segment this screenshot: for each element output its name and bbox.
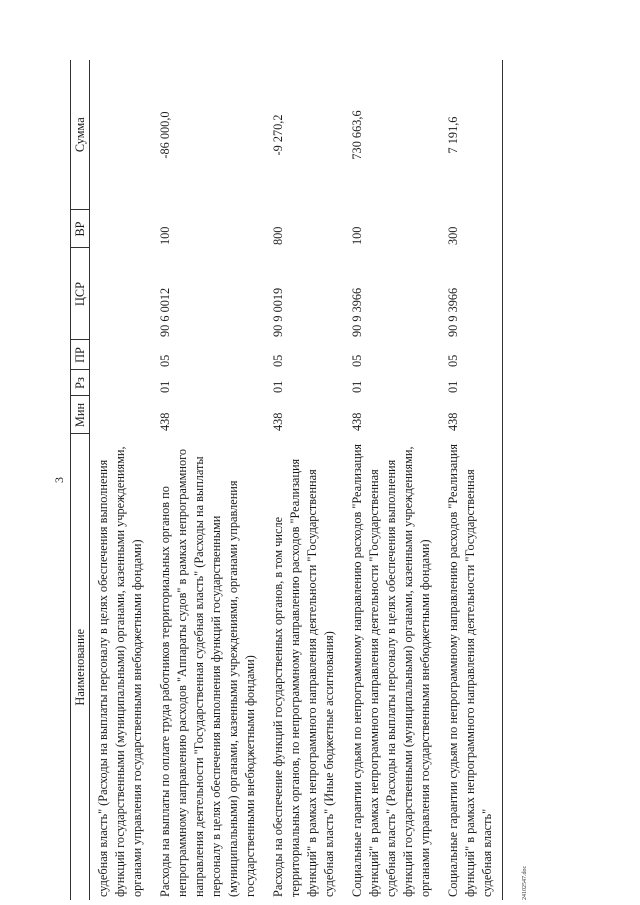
row-name: Расходы на выплаты по оплате труда работников территориальных органов по непрограммному направлению расходов "Аппараты судов" в рамках непрограммного направления деятельности "Государственная судебная власть" (Расходы на выплаты персоналу в целях обеспечения выполнения функций государственными (муниципальными) органами, казенными учреждениями, органами управления государственными внебюджетными фондами) xyxy=(158,449,257,897)
table-header-row xyxy=(71,60,90,900)
row-pr: 05 xyxy=(440,340,503,370)
header-pr: ПР xyxy=(71,340,90,370)
row-rz: 01 xyxy=(158,380,172,393)
budget-table xyxy=(70,60,503,900)
rotated-document-page xyxy=(52,60,550,900)
row-sum: 7 191,6 xyxy=(440,60,503,210)
row-rz xyxy=(90,370,153,396)
row-min xyxy=(90,396,153,434)
row-sum: 730 663,6 xyxy=(350,110,364,160)
row-name: Социальные гарантии судьям по непрограммному направлению расходов "Реализация функций" в рамках непрограммного направления деятельности "Государственная судебная власть" xyxy=(440,434,503,900)
document-footer-code: 24102547.doc xyxy=(522,865,528,900)
row-pr: 05 xyxy=(158,354,172,367)
header-csr: ЦСР xyxy=(71,248,90,340)
table-row xyxy=(152,60,265,900)
row-vr: 100 xyxy=(158,226,172,245)
row-min: 438 xyxy=(440,396,503,434)
row-vr xyxy=(90,210,153,248)
row-sum: -9 270,2 xyxy=(271,114,285,156)
row-name: Социальные гарантии судьям по непрограммному направлению расходов "Реализация функций" в рамках непрограммного направления деятельности "Государственная судебная власть" (Расходы на выплаты персоналу в целях обеспечения выполнения функций государственными (муниципальными) органами, казенными учреждениями, органами управления государственными внебюджетными фондами) xyxy=(350,443,432,897)
row-min: 438 xyxy=(158,412,172,431)
row-name: судебная власть" (Расходы на выплаты персоналу в целях обеспечения выполнения функций государственными (муниципальными) органами, казенными учреждениями, органами управления государственными внебюджетными фондами) xyxy=(96,446,144,897)
row-min: 438 xyxy=(350,412,364,431)
row-rz: 01 xyxy=(440,370,503,396)
row-vr: 800 xyxy=(271,226,285,245)
row-csr: 90 6 0012 xyxy=(158,287,172,337)
header-name: Наименование xyxy=(71,434,90,900)
row-rz: 01 xyxy=(271,380,285,393)
row-csr xyxy=(90,248,153,340)
page-number: 3 xyxy=(52,477,66,483)
header-rz: Рз xyxy=(71,370,90,396)
row-vr: 100 xyxy=(350,226,364,245)
row-rz: 01 xyxy=(350,380,364,393)
table-row xyxy=(440,60,503,900)
row-name: Расходы на обеспечение функций государственных органов, в том числе территориальных органов, по непрограммному направлению расходов "Реализация функций" в рамках непрограммного направления деятельности "Государственная судебная власть" (Иные бюджетные ассигнования) xyxy=(271,458,336,897)
row-pr xyxy=(90,340,153,370)
row-csr: 90 9 0019 xyxy=(271,287,285,337)
table-row xyxy=(90,60,153,900)
row-vr: 300 xyxy=(440,210,503,248)
row-csr: 90 9 3966 xyxy=(350,287,364,337)
row-sum: -86 000,0 xyxy=(158,111,172,159)
header-sum: Сумма xyxy=(71,60,90,210)
header-vr: ВР xyxy=(71,210,90,248)
table-row xyxy=(344,60,440,900)
row-csr: 90 9 3966 xyxy=(440,248,503,340)
row-min: 438 xyxy=(271,412,285,431)
row-pr: 05 xyxy=(271,354,285,367)
header-min: Мин xyxy=(71,396,90,434)
row-sum xyxy=(90,60,153,210)
row-pr: 05 xyxy=(350,354,364,367)
table-row xyxy=(265,60,344,900)
